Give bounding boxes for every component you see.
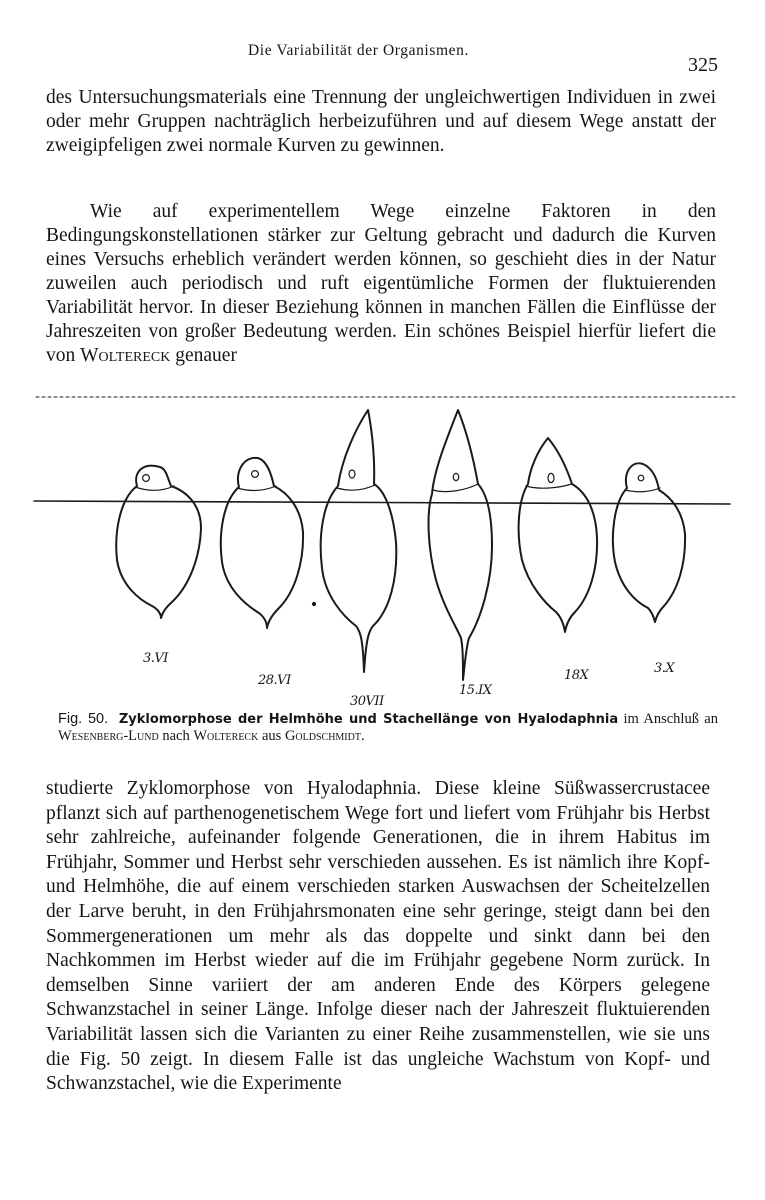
label-30vii: 30VII [350,694,384,709]
caption-name-3: Goldschmidt [284,728,361,744]
figure-50 [0,380,765,720]
specimen-2 [221,458,303,628]
specimen-4 [429,410,492,680]
author-woltereck: Woltereck [80,345,171,366]
label-15ix: 15.IX [459,683,492,698]
paragraph-2 [46,200,716,368]
paragraph-2-text: Wie auf experimentellem Wege einzelne Faktoren in den Bedingungskonstellationen stärker zur Geltung gebracht und dadurch die Kurven eines Versuchs erheblich verändert werden können, so geschieht dies in der Natur zuweilen auch periodisch und ruft eigentümliche Formen der fluktuierenden Variabilität hervor. In dieser Beziehung können in manchen Fällen die Einflüsse der Jahreszeiten von großer Bedeutung werden. Ein schönes Beispiel hierfür liefert die von [46,201,716,366]
caption-end: . [360,728,365,744]
paragraph-3: studierte Zyklomorphose von Hyalodaphnia. Diese kleine Süßwassercrustacee pflanzt sich auf parthenogenetischem Wege fort und liefert vom Frühjahr bis Herbst sehr zahlreiche, aufeinander folgende Generationen, die in ihrem Habitus im Frühjahr, Sommer und Herbst sehr verschieden aussehen. Es ist nämlich ihre Kopf- und Helmhöhe, die auf einem verschieden starken Auswachsen der Scheitelzellen der Larve beruht, in den Frühjahrsmonaten eine sehr geringe, steigt dann bei den Sommergenerationen um mehr als das doppelte und sinkt dann bei den Nachkommen im Herbst wieder auf die im Frühjahr gegebene Norm zurück. In demselben Sinne variiert der am anderen Ende des Körpers gelegene Schwanzstachel in seiner Länge. Infolge dieser nach der Jahreszeit fluktuierenden Variabilität lassen sich die Varianten zu einer Reihe zusammenstellen, wie sie uns die Fig. 50 zeigt. In diesem Falle ist das ungleiche Wachstum von Kopf- und Schwanzstachel, wie die Experimente [46,778,710,1095]
caption-text-1: im Anschluß an [618,711,718,727]
caption-name-2: Woltereck [193,728,259,744]
paragraph-1: des Untersuchungsmaterials eine Trennung der ungleichwertigen Individuen in zwei oder mehr Gruppen nachträglich herbeizuführen und auf diesem Wege anstatt der zweigipfeligen zwei normale Kurven zu gewinnen. [46,87,716,156]
paragraph-2-tail: genauer [170,345,237,366]
figure-caption [58,711,718,745]
specimen-3 [321,410,397,672]
label-3x: 3.X [654,661,675,676]
caption-name-1: Wesenberg-Lund [58,728,159,744]
page-number: 325 [688,54,718,76]
label-3vi: 3.VI [143,651,168,666]
reference-line [34,501,730,504]
caption-text-2: nach [158,728,194,744]
specimen-6 [613,463,685,622]
specimen-5 [519,438,597,632]
ink-speck [312,602,315,605]
caption-text-3: aus [258,728,285,744]
caption-title: Zyklomorphose der Helmhöhe und Stachellänge von Hyalodaphnia [118,712,619,727]
running-title: Die Variabilität der Organismen. [248,42,469,59]
figure-number: Fig. 50. [58,711,109,727]
label-28vi: 28.VI [258,673,291,688]
label-18x: 18X [564,668,589,683]
hyalodaphnia-drawing [0,380,765,720]
specimen-1 [116,466,201,618]
